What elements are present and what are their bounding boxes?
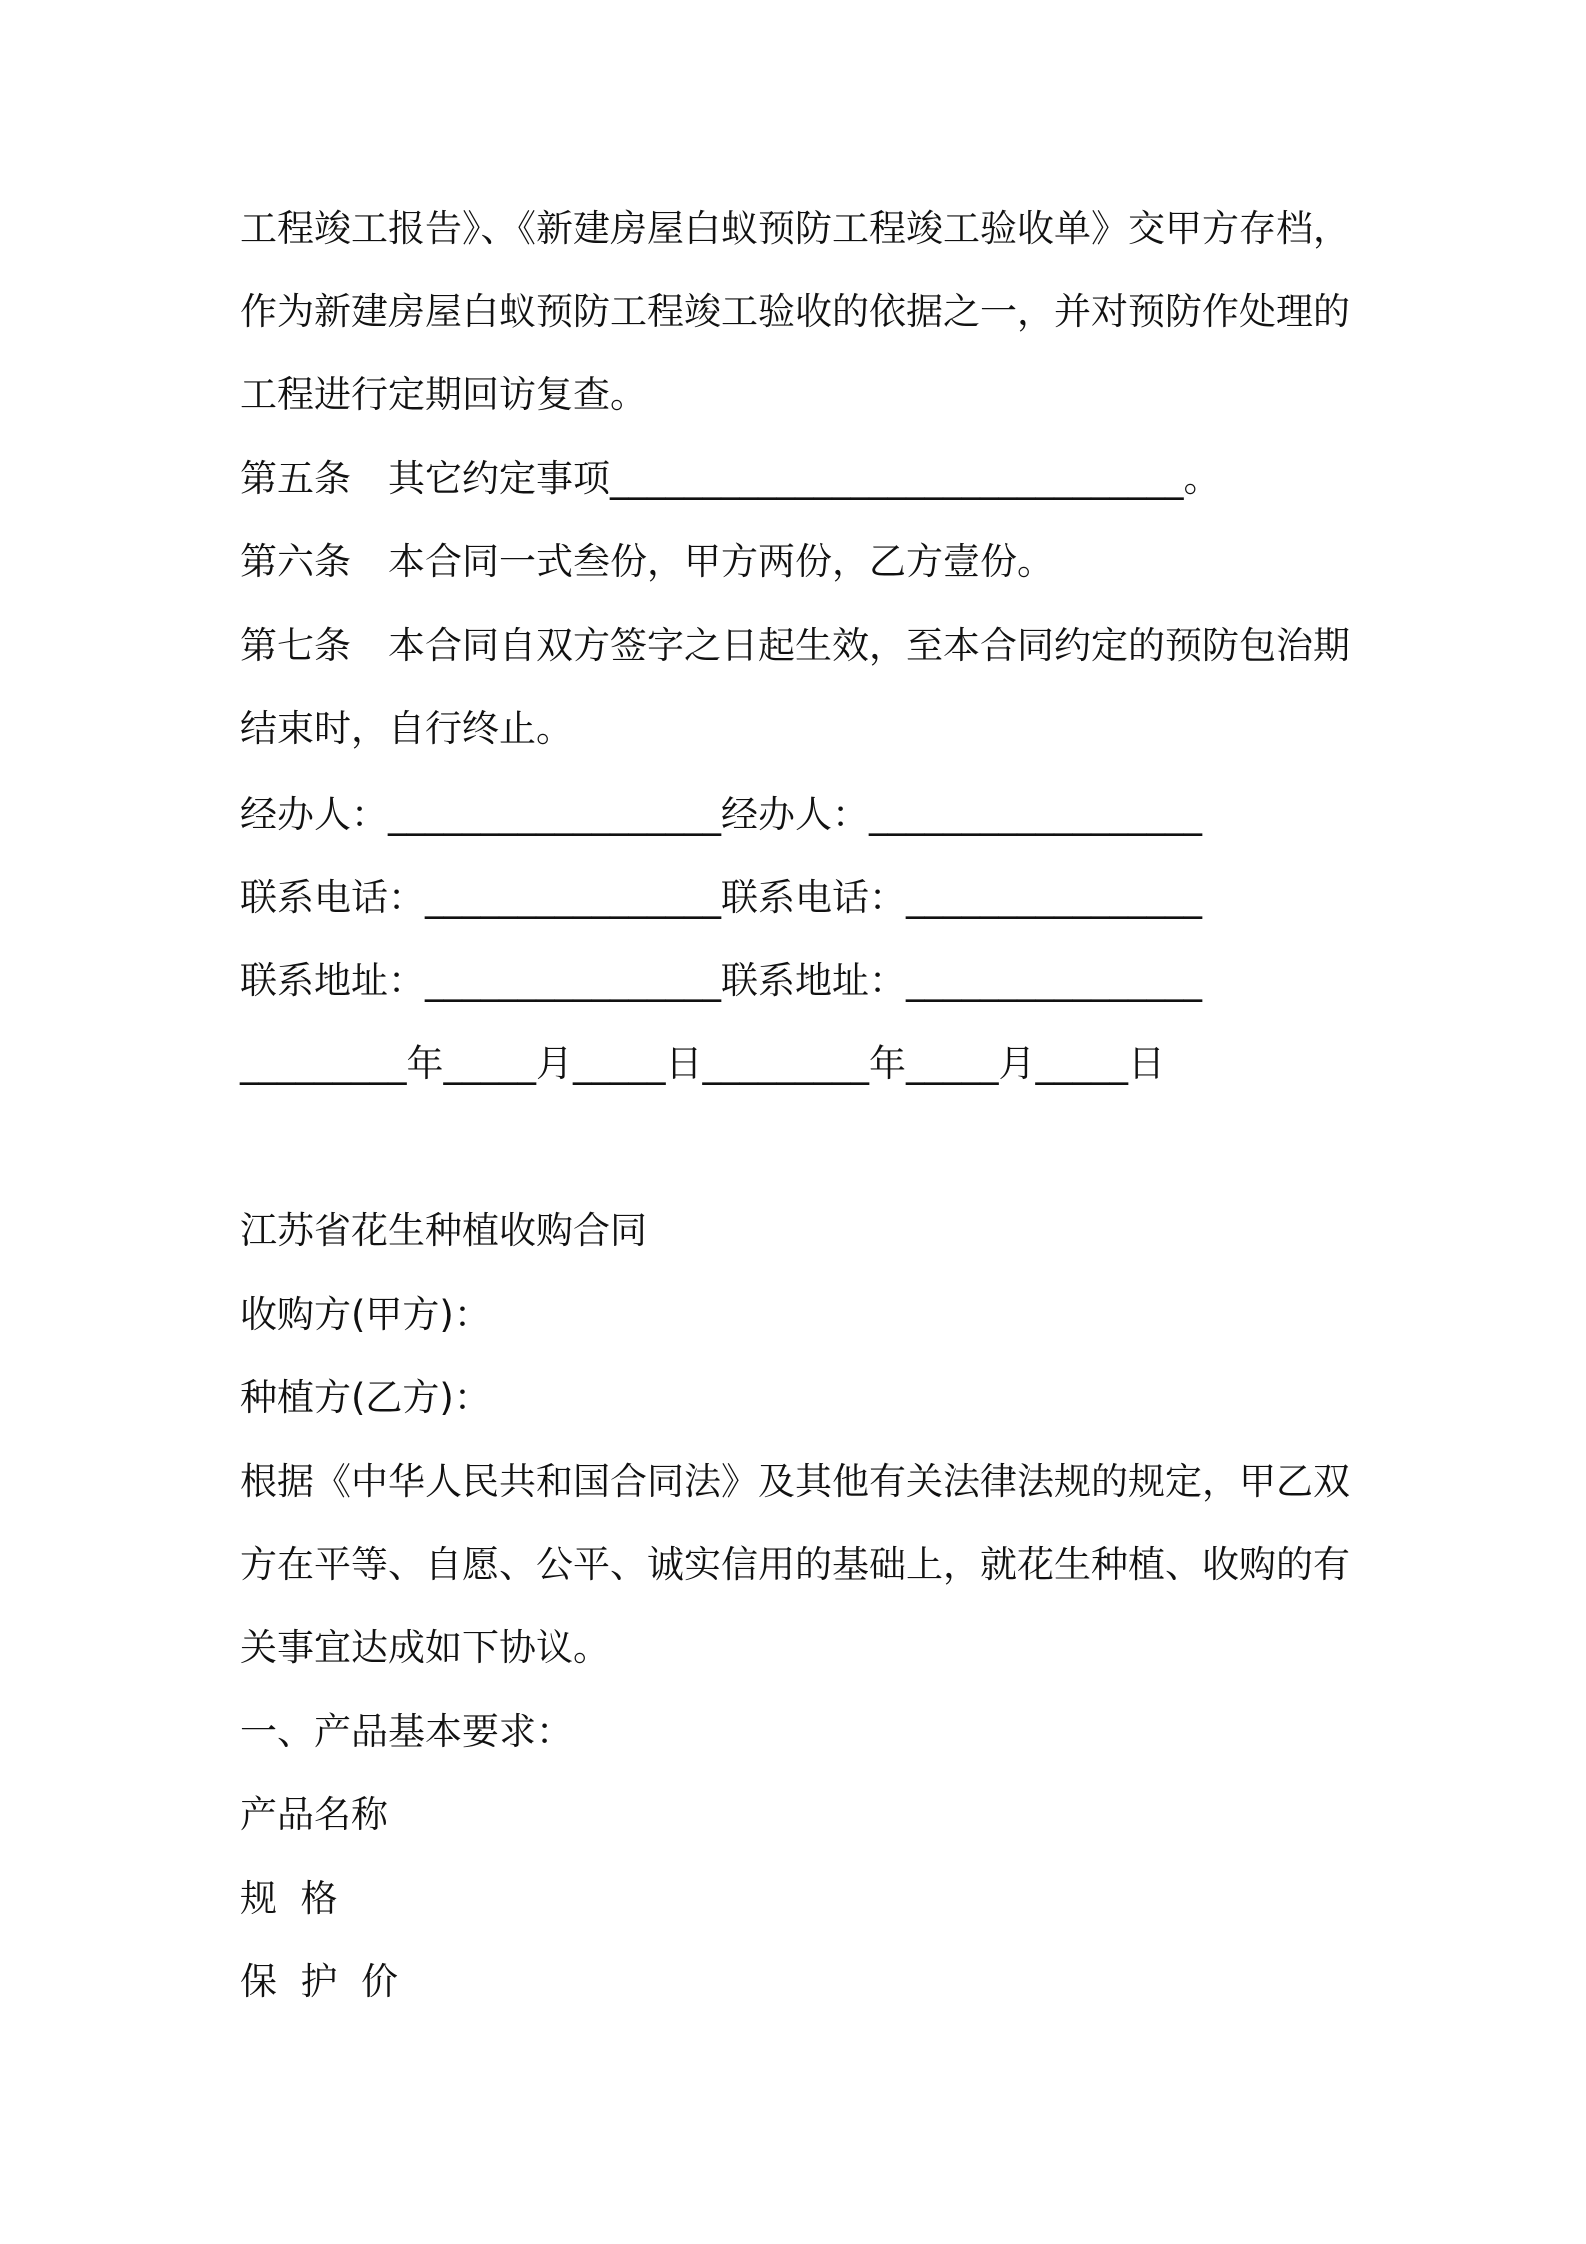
contract-title: 江苏省花生种植收购合同 xyxy=(240,1209,647,1252)
clause-seven: 第七条 本合同自双方签字之日起生效，至本合同约定的预防包治期 xyxy=(240,624,1350,667)
text-line: 工程进行定期回访复查。 xyxy=(240,373,647,416)
text-line: 根据《中华人民共和国合同法》及其他有关法律法规的规定，甲乙双 xyxy=(240,1460,1350,1503)
text-line: 作为新建房屋白蚁预防工程竣工验收的依据之一，并对预防作处理的 xyxy=(240,290,1350,333)
clause-six: 第六条 本合同一式叁份，甲方两份，乙方壹份。 xyxy=(240,540,1054,583)
section-heading: 一、产品基本要求： xyxy=(240,1710,573,1753)
product-name-label: 产品名称 xyxy=(240,1793,388,1836)
text-line: 方在平等、自愿、公平、诚实信用的基础上，就花生种植、收购的有 xyxy=(240,1543,1350,1586)
buyer-party: 收购方(甲方)： xyxy=(240,1293,491,1336)
phone-line: 联系电话：________________联系电话：________________ xyxy=(240,876,1202,919)
protected-price-label: 保 护 价 xyxy=(240,1960,399,2003)
clause-five: 第五条 其它约定事项_______________________________。 xyxy=(240,457,1221,500)
agent-signature-line: 经办人：__________________经办人：__________________ xyxy=(240,793,1202,836)
text-line: 结束时，自行终止。 xyxy=(240,707,573,750)
date-line: _________年_____月_____日_________年_____月_____日 xyxy=(240,1042,1165,1085)
text-line: 关事宜达成如下协议。 xyxy=(240,1626,610,1669)
grower-party: 种植方(乙方)： xyxy=(240,1376,491,1419)
address-line: 联系地址：________________联系地址：________________ xyxy=(240,959,1202,1002)
text-line: 工程竣工报告》、《新建房屋白蚁预防工程竣工验收单》交甲方存档， xyxy=(240,207,1350,250)
spec-label: 规 格 xyxy=(240,1877,338,1920)
